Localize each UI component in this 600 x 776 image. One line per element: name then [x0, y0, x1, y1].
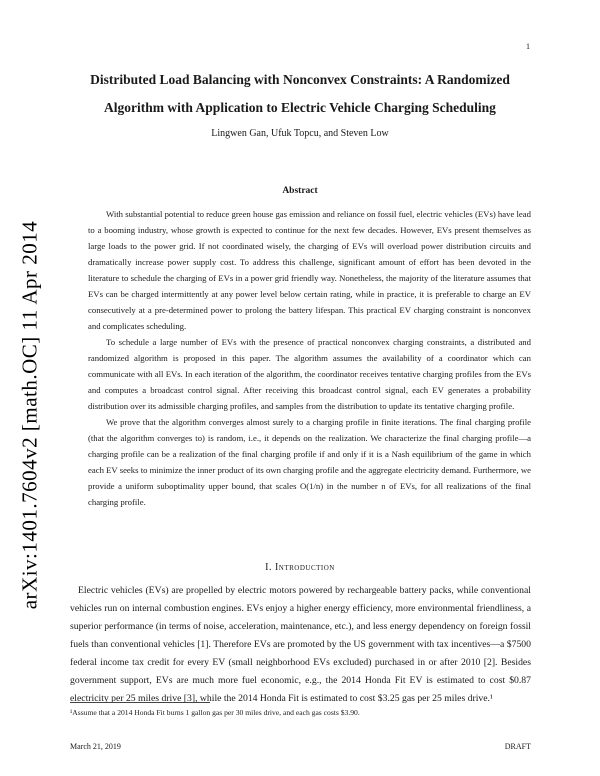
introduction-section	[70, 582, 531, 708]
paper-title: Distributed Load Balancing with Nonconvex Constraints: A Randomized Algorithm with Application to Electric Vehicle Charging Scheduling	[90, 72, 510, 115]
footer-date: March 21, 2019	[70, 742, 121, 751]
introduction-paragraph: Electric vehicles (EVs) are propelled by electric motors powered by rechargeable battery packs, while conventional vehicles run on internal combustion engines. EVs enjoy a higher energy efficiency, more environmental friendliness, a superior performance (in terms of noise, acceleration, maintenance, etc.), and less energy dependency on foreign fossil fuels than conventional vehicles [1]. Therefore EVs are promoted by the US government with tax incentives—a $7500 federal income tax credit for every EV (small neighborhood EVs excluded) purchased in or after 2010 [2]. Besides government support, EVs are much more fuel economic, e.g., the 2014 Honda Fit EV is estimated to cost $0.87 electricity per 25 miles drive [3], while the 2014 Honda Fit is estimated to cost $3.25 gas per 25 miles drive.¹	[70, 585, 531, 704]
abstract-paragraph-1: With substantial potential to reduce green house gas emission and reliance on fossil fuel, electric vehicles (EVs) have lead to a booming industry, whose growth is expected to continue for the next few decades. However, EVs present themselves as large loads to the power grid. If not coordinated wisely, the charging of EVs will overload power distribution circuits and dramatically increase power supply cost. To address this challenge, significant amount of effort has been devoted in the literature to schedule the charging of EVs in a power grid friendly way. Nonetheless, the majority of the literature assumes that EVs can be charged intermittently at any power level below certain rating, while in practice, it is preferable to charge an EV consecutively at a pre-determined power to prolong the battery lifespan. This practical EV charging constraint is nonconvex and complicates scheduling.	[88, 209, 531, 331]
abstract-section	[88, 206, 531, 510]
abstract-paragraph-3: We prove that the algorithm converges almost surely to a charging profile in finite iterations. The final charging profile (that the algorithm converges to) is random, i.e., it depends on the realization. We characterize the final charging profile—a charging profile can be a realization of the final charging profile if and only if it is a Nash equilibrium of the game in which each EV seeks to minimize the inner product of its own charging profile and the aggregate electricity demand. Furthermore, we provide a uniform suboptimality upper bound, that scales O(1/n) in the number n of EVs, for all realizations of the final charging profile.	[88, 417, 531, 507]
page-number: 1	[526, 42, 530, 51]
page-footer	[70, 742, 531, 751]
abstract-paragraph-2: To schedule a large number of EVs with the presence of practical nonconvex charging constraints, a distributed and randomized algorithm is proposed in this paper. The algorithm assumes the availability of a coordinator which can communicate with all EVs. In each iteration of the algorithm, the coordinator receives tentative charging profiles from the EVs and computes a broadcast control signal. After receiving this broadcast control signal, each EV generates a probability distribution over its admissible charging profiles, and samples from the distribution to update its tentative charging profile.	[88, 337, 531, 411]
footnote: ¹Assume that a 2014 Honda Fit burns 1 gallon gas per 30 miles drive, and each gas costs $3.90.	[70, 708, 360, 717]
section-heading-introduction: I. Introduction	[265, 562, 335, 573]
abstract-heading: Abstract	[282, 186, 318, 196]
paper-authors: Lingwen Gan, Ufuk Topcu, and Steven Low	[211, 128, 389, 139]
arxiv-watermark: arXiv:1401.7604v2 [math.OC] 11 Apr 2014	[17, 220, 42, 610]
footnote-divider	[70, 702, 210, 703]
footer-draft-label: DRAFT	[504, 742, 531, 751]
